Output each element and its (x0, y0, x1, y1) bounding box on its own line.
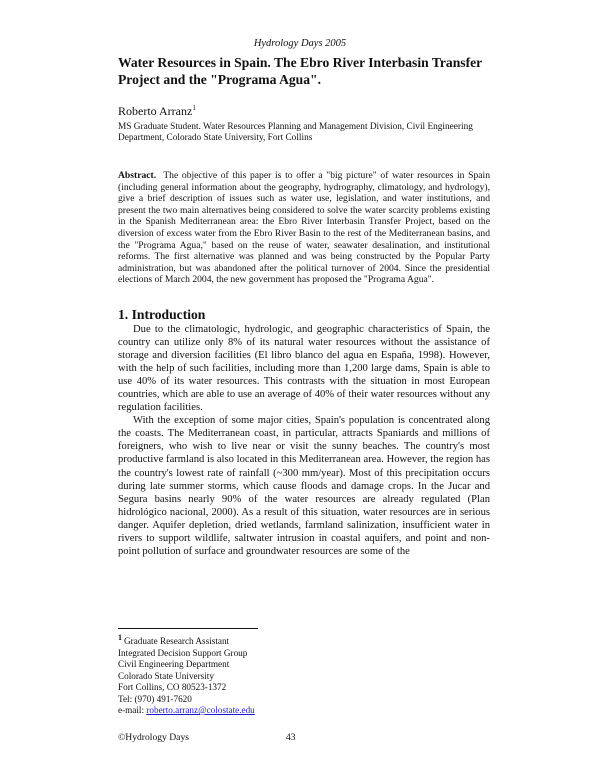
footnote-line: Tel: (970) 491-7620 (118, 693, 192, 704)
body-paragraph: Due to the climatologic, hydrologic, and geographic characteristics of Spain, the country can utilize only 8% of its natural water resources without the assistance of storage and diversion facilities (El libro blanco del agua en España, 1998). However, with the help of such facilities, including more than 1,200 large dams, Spain is able to use 40% of its water resources. This contrasts with the situation in most European countries, which are able to use an average of 40% of their water resources without any regulation facilities. (118, 324, 490, 414)
email-label: e-mail: (118, 705, 145, 716)
footnote-line: Colorado State University (118, 670, 214, 681)
abstract-label: Abstract. (118, 170, 157, 181)
footnote-line: Integrated Decision Support Group (118, 647, 248, 658)
email-link[interactable]: roberto.arranz@colostate.edu (146, 705, 255, 716)
footnote-line: Fort Collins, CO 80523-1372 (118, 682, 227, 693)
author-footnote-mark: 1 (192, 104, 196, 112)
author-name-text: Roberto Arranz (118, 104, 193, 118)
footnote-line-text: Graduate Research Assistant (124, 636, 230, 647)
abstract (118, 170, 490, 286)
body-paragraph: With the exception of some major cities, Spain's population is concentrated along the coasts. The Mediterranean coast, in particular, attracts Spaniards and millions of foreigners, who wish to live near or visit the sunny beaches. The country's most productive farmland is also located in this Mediterranean area. However, the region has the country's lowest rate of rainfall (~300 mm/year). Most of this precipitation occurs during late summer storms, which cause floods and damage crops. In the Jucar and Segura basins nearly 90% of the water resources are already regulated (Plan hidrológico nacional, 2000). As a result of this situation, water resources are in serious danger. Aquifer depletion, dried wetlands, farmland salinization, insufficient water in rivers to support wildlife, saltwater intrusion in coastal aquifers, and point and non-point pollution of surface and groundwater resources are some of the (118, 415, 490, 557)
introduction-body (118, 323, 490, 558)
footnote-line: Civil Engineering Department (118, 659, 230, 670)
footer-copyright: ©Hydrology Days (118, 732, 189, 743)
footnote-line (118, 632, 490, 648)
footnote-mark: 1 (118, 633, 122, 642)
abstract-text: The objective of this paper is to offer a "big picture" of water resources in Spain (including general information about the geography, hydrography, climatology, and hydrology), give a brief description of issues such as water use, legislation, and water institutions, and present the two main alternatives being considered to solve the water scarcity problems existing in the Spanish Mediterranean area: the Ebro River Interbasin Transfer Project, based on the diversion of excess water from the Ebro River Basin to the rest of the Mediterranean basins, and the "Programa Agua," based on the reuse of water, seawater desalination, and institutional reforms. The first alternative was planned and was being constructed by the Popular Party administration, but was abandoned after the political turnover of 2004. Since the presidential elections of March 2004, the new government has proposed the "Programa Agua". (118, 170, 490, 286)
footnote-email-line (118, 705, 490, 717)
section-heading-introduction: 1. Introduction (118, 307, 206, 322)
running-header: Hydrology Days 2005 (253, 38, 347, 49)
author-affiliation: MS Graduate Student. Water Resources Planning and Management Division, Civil Engineering Department, Colorado State University, Fort Collins (118, 122, 473, 144)
page-number: 43 (286, 732, 296, 743)
footnote (118, 632, 490, 717)
footnote-divider (118, 628, 258, 629)
paper-title: Water Resources in Spain. The Ebro River Interbasin Transfer Project and the "Programa Agua". (118, 55, 482, 87)
author-name (118, 104, 196, 119)
